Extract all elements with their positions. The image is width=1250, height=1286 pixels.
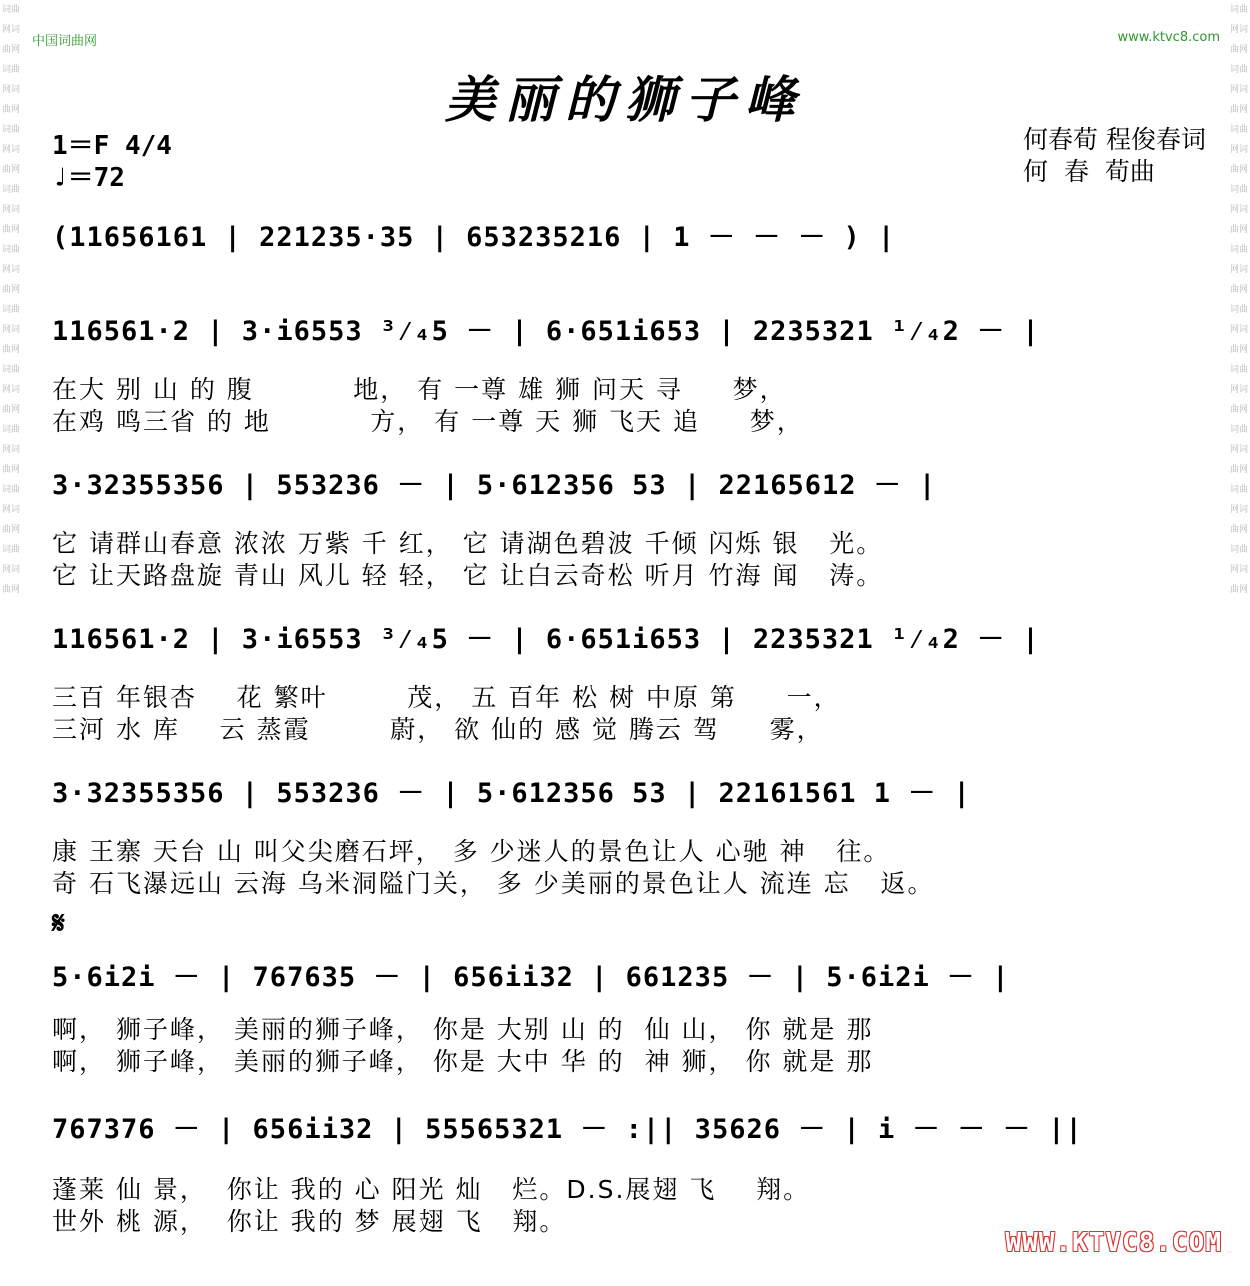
music-line-1: (11656161 | 221235·35 | 653235216 | 1 － － － ) | — [52, 222, 896, 253]
lyric-line-4-verse-2: 三河 水 库 云 蒸霞 蔚， 欲 仙的 感 觉 腾云 驾 雾， — [52, 715, 824, 744]
side-watermark-right: 词曲网词曲网词曲网词曲网词曲网词曲网词曲网词曲网词曲网词曲网词曲网词曲网词曲网词曲网词曲网词曲网词曲网词曲网词曲网词曲网 — [1229, 5, 1248, 595]
key-signature: 1＝F 4/4 — [52, 131, 172, 161]
music-line-7: 767376 － | 656ii32 | 55565321 － :|| 35626 － | i － － － || — [52, 1114, 1083, 1145]
segno-sign: 𝄋 — [52, 906, 65, 941]
site-name[interactable]: 中国词曲网 — [32, 34, 98, 49]
music-line-5: 3·32355356 | 553236 － | 5·612356 53 | 22161561 1 － | — [52, 778, 971, 809]
music-line-3: 3·32355356 | 553236 － | 5·612356 53 | 22165612 － | — [52, 470, 937, 501]
lyric-line-6-verse-2: 啊， 狮子峰， 美丽的狮子峰， 你是 大中 华 的 神 狮， 你 就是 那 — [52, 1047, 874, 1076]
watermark-logo: WWW.KTVC8.COM — [1005, 1228, 1222, 1258]
credits — [1023, 124, 1206, 188]
lyric-line-7-verse-2: 世外 桃 源， 你让 我的 梦 展翅 飞 翔。 — [52, 1207, 567, 1236]
lyric-line-3-verse-1: 它 请群山春意 浓浓 万紫 千 红， 它 请湖色碧波 千倾 闪烁 银 光。 — [52, 529, 884, 558]
key-tempo — [52, 130, 172, 194]
site-url[interactable]: www.ktvc8.com — [1117, 30, 1220, 45]
music-line-6: 5·6i2i － | 767635 － | 656ii32 | 661235 － | 5·6i2i － | — [52, 962, 1010, 993]
lyric-line-5-verse-2: 奇 石飞瀑远山 云海 乌米洞隘门关， 多 少美丽的景色让人 流连 忘 返。 — [52, 869, 935, 898]
lyric-line-3-verse-2: 它 让天路盘旋 青山 风儿 轻 轻， 它 让白云奇松 听月 竹海 闻 涛。 — [52, 561, 884, 590]
tempo-marking: ♩＝72 — [52, 163, 125, 193]
lyric-line-4-verse-1: 三百 年银杏 花 繁叶 茂， 五 百年 松 树 中原 第 一， — [52, 683, 841, 712]
lyric-line-2-verse-1: 在大 别 山 的 腹 地， 有 一尊 雄 狮 问天 寻 梦， — [52, 375, 787, 404]
side-watermark-left: 词曲网词曲网词曲网词曲网词曲网词曲网词曲网词曲网词曲网词曲网词曲网词曲网词曲网词曲网词曲网词曲网词曲网词曲网词曲网词曲网 — [1, 5, 20, 595]
composer: 何 春 荀曲 — [1023, 157, 1155, 186]
lyric-line-6-verse-1: 啊， 狮子峰， 美丽的狮子峰， 你是 大别 山 的 仙 山， 你 就是 那 — [52, 1015, 874, 1044]
lyricists: 何春荀 程俊春词 — [1023, 125, 1206, 154]
music-line-4: 116561·2 | 3·i6553 ³⁄₄5 － | 6·651i653 | 2235321 ¹⁄₄2 － | — [52, 624, 1040, 655]
lyric-line-5-verse-1: 康 王寨 天台 山 叫父尖磨石坪， 多 少迷人的景色让人 心驰 神 往。 — [52, 837, 891, 866]
lyric-line-7-verse-1: 蓬莱 仙 景， 你让 我的 心 阳光 灿 烂。D.S.展翅 飞 翔。 — [52, 1175, 811, 1204]
music-line-2: 116561·2 | 3·i6553 ³⁄₄5 － | 6·651i653 | 2235321 ¹⁄₄2 － | — [52, 316, 1040, 347]
song-title: 美丽的狮子峰 — [445, 70, 805, 129]
lyric-line-2-verse-2: 在鸡 鸣三省 的 地 方， 有 一尊 天 狮 飞天 追 梦， — [52, 407, 804, 436]
